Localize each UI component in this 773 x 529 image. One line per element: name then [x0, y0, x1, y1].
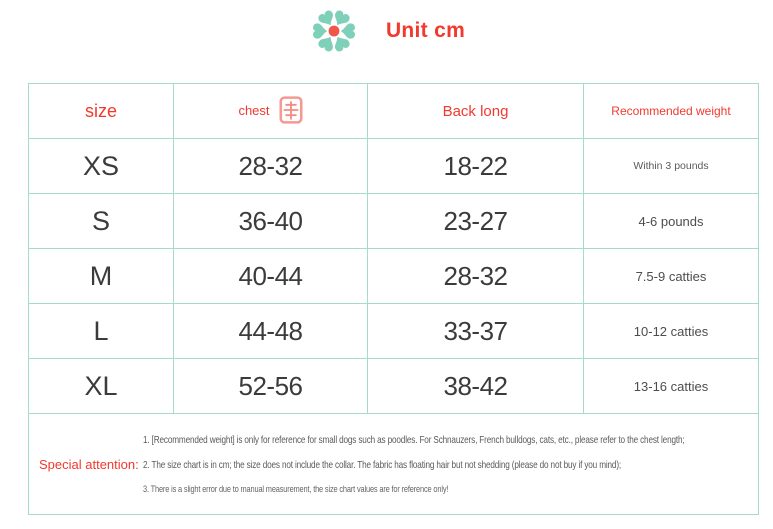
table-row-l [29, 304, 759, 359]
special-attention-row [29, 414, 759, 515]
column-header-back-long: Back long [368, 84, 584, 139]
cell-chest: 28-32 [174, 139, 368, 194]
cell-back-long: 38-42 [368, 359, 584, 414]
cell-back-long: 33-37 [368, 304, 584, 359]
size-chart-table [28, 83, 759, 515]
cell-chest: 36-40 [174, 194, 368, 249]
table-row-xl [29, 359, 759, 414]
note-2: 2. The size chart is in cm; the size does not include the collar. The fabric has floating hair but not shedding (please do not buy if you mind); [143, 458, 622, 471]
cell-chest: 52-56 [174, 359, 368, 414]
cell-size: XS [29, 139, 174, 194]
special-attention-section [29, 414, 758, 514]
cell-back-long: 23-27 [368, 194, 584, 249]
table-header-row [29, 84, 759, 139]
column-header-size: size [29, 84, 174, 139]
flower-center-dot [329, 26, 340, 37]
cell-back-long: 18-22 [368, 139, 584, 194]
cell-back-long: 28-32 [368, 249, 584, 304]
cell-chest: 40-44 [174, 249, 368, 304]
note-3: 3. There is a slight error due to manual measurement, the size chart values are for reference only! [143, 483, 449, 495]
column-header-recommended-weight: Recommended weight [584, 84, 759, 139]
cell-size: M [29, 249, 174, 304]
cell-weight: Within 3 pounds [584, 139, 759, 194]
cell-chest: 44-48 [174, 304, 368, 359]
table-row-xs [29, 139, 759, 194]
cell-weight: 10-12 catties [584, 304, 759, 359]
page-header [0, 4, 773, 58]
special-attention-cell [29, 414, 759, 515]
cell-weight: 4-6 pounds [584, 194, 759, 249]
unit-title: Unit cm [385, 19, 466, 42]
table-row-m [29, 249, 759, 304]
flower-icon [308, 6, 360, 56]
wei-seal-stamp-icon [279, 96, 303, 124]
cell-weight: 13-16 catties [584, 359, 759, 414]
cell-size: XL [29, 359, 174, 414]
special-attention-label: Special attention: [39, 456, 139, 472]
cell-weight: 7.5-9 catties [584, 249, 759, 304]
note-1: 1. [Recommended weight] is only for reference for small dogs such as poodles. For Schnauzers, French bulldogs, cats, etc., please refer to the chest length; [143, 433, 685, 446]
column-header-chest [174, 84, 368, 139]
table-row-s [29, 194, 759, 249]
cell-size: L [29, 304, 174, 359]
column-header-chest-label: chest [238, 102, 270, 118]
cell-size: S [29, 194, 174, 249]
notes-list [143, 434, 773, 495]
